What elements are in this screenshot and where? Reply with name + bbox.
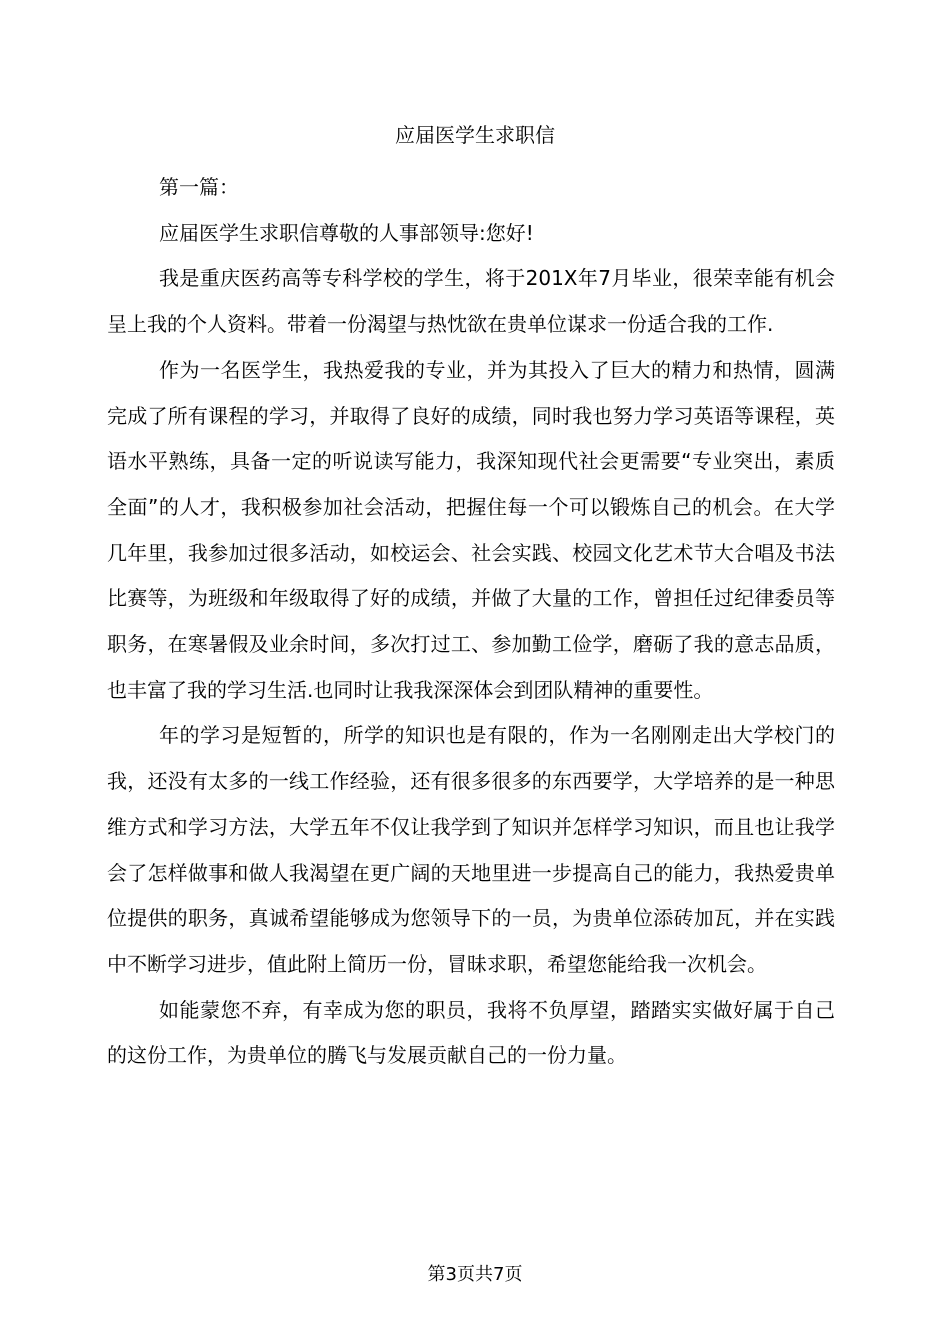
body-paragraph: 我是重庆医药高等专科学校的学生，将于201X年7月毕业，很荣幸能有机会呈上我的个人资料。带着一份渴望与热忱欲在贵单位谋求一份适合我的工作. (107, 266, 835, 337)
document-body (107, 165, 835, 1079)
body-paragraph: 作为一名医学生，我热爱我的专业，并为其投入了巨大的精力和热情，圆满完成了所有课程的学习，并取得了良好的成绩，同时我也努力学习英语等课程，英语水平熟练，具备一定的听说读写能力，我深知现代社会更需要“专业突出，素质全面”的人才，我积极参加社会活动，把握住每一个可以锻炼自己的机会。在大学几年里，我参加过很多活动，如校运会、社会实践、校园文化艺术节大合唱及书法比赛等，为班级和年级取得了好的成绩，并做了大量的工作，曾担任过纪律委员等职务，在寒暑假及业余时间，多次打过工、参加勤工俭学，磨砺了我的意志品质，也丰富了我的学习生活.也同时让我我深深体会到团队精神的重要性。 (107, 357, 835, 702)
body-paragraph: 年的学习是短暂的，所学的知识也是有限的，作为一名刚刚走出大学校门的我，还没有太多的一线工作经验，还有很多很多的东西要学，大学培养的是一种思维方式和学习方法，大学五年不仅让我学到了知识并怎样学习知识，而且也让我学会了怎样做事和做人我渴望在更广阔的天地里进一步提高自己的能力，我热爱贵单位提供的职务，真诚希望能够成为您领导下的一员，为贵单位添砖加瓦，并在实践中不断学习进步，值此附上简历一份，冒昧求职，希望您能给我一次机会。 (107, 723, 835, 976)
salutation-paragraph: 应届医学生求职信尊敬的人事部领导:您好! (159, 220, 534, 245)
closing-paragraph: 如能蒙您不弃，有幸成为您的职员，我将不负厚望，踏踏实实做好属于自己的这份工作，为贵单位的腾飞与发展贡献自己的一份力量。 (107, 997, 835, 1068)
page-number: 第3页共7页 (427, 1264, 523, 1285)
section-heading: 第一篇： (159, 175, 239, 199)
document-title: 应届医学生求职信 (395, 123, 555, 147)
